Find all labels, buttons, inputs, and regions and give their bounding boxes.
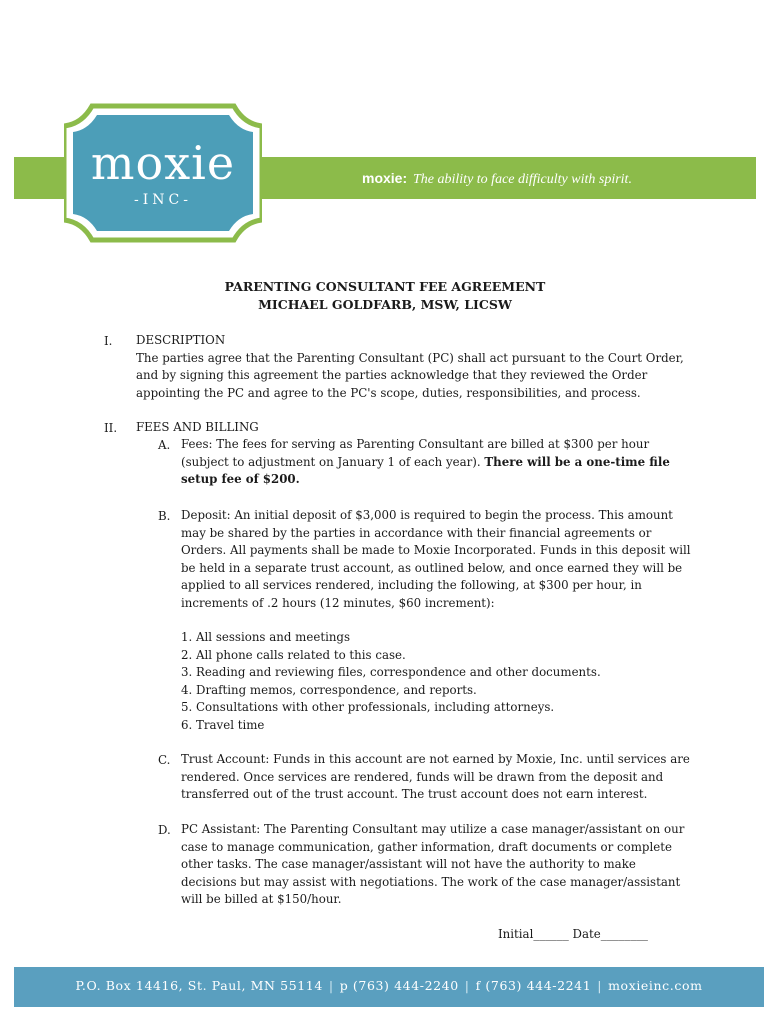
section-1-heading: DESCRIPTION xyxy=(136,333,226,347)
item-b-line: Orders. All payments shall be made to Moxie Incorporated. Funds in this deposit will xyxy=(181,543,691,558)
moxie-logo xyxy=(64,100,262,246)
section-1-line: appointing the PC and agree to the PC's scope, duties, responsibilities, and process. xyxy=(136,385,641,400)
item-b-line: be held in a separate trust account, as outlined below, and once earned they will be xyxy=(181,560,683,575)
item-c-trust-account xyxy=(181,751,690,804)
item-d-line: decisions but may assist with negotiations. The work of the case manager/assistant xyxy=(181,874,681,889)
item-c-letter: C. xyxy=(158,753,171,767)
tagline-brand: moxie: xyxy=(362,170,408,186)
item-a-bold-text: There will be a one-time file xyxy=(484,454,670,469)
list-item: 1. All sessions and meetings xyxy=(181,630,351,644)
item-b-line: Deposit: An initial deposit of $3,000 is required to begin the process. This amount xyxy=(181,508,673,522)
logo-wordmark: moxie xyxy=(90,136,236,190)
section-1 xyxy=(136,332,684,402)
logo-inc: -INC- xyxy=(134,192,192,208)
footer-band xyxy=(14,967,764,1007)
initials-date-line: Initial______ Date________ xyxy=(498,927,648,941)
section-1-line: The parties agree that the Parenting Consultant (PC) shall act pursuant to the Court Order, xyxy=(136,350,684,365)
item-a-fees xyxy=(181,436,670,489)
item-a-line: Fees: The fees for serving as Parenting Consultant are billed at $300 per hour xyxy=(181,437,650,451)
section-2-numeral: II. xyxy=(104,421,118,435)
item-d-letter: D. xyxy=(158,823,171,837)
item-d-line: case to manage communication, gather information, draft documents or complete xyxy=(181,839,672,854)
item-b-line: may be shared by the parties in accordance with their financial agreements or xyxy=(181,525,652,540)
list-item: 3. Reading and reviewing files, correspondence and other documents. xyxy=(181,665,601,680)
footer-phone: p (763) 444-2240 xyxy=(339,978,459,993)
footer-address: P.O. Box 14416, St. Paul, MN 55114 xyxy=(75,978,323,993)
item-a-line: setup fee of $200. xyxy=(181,472,300,487)
section-2-heading: FEES AND BILLING xyxy=(136,420,259,434)
footer-fax: f (763) 444-2241 xyxy=(475,978,592,993)
item-d-line: will be billed at $150/hour. xyxy=(181,892,342,907)
item-d-pc-assistant xyxy=(181,821,684,909)
item-a-letter: A. xyxy=(158,438,171,452)
item-c-line: transferred out of the trust account. The trust account does not earn interest. xyxy=(181,787,648,802)
item-b-deposit xyxy=(181,507,691,613)
document-title: PARENTING CONSULTANT FEE AGREEMENT xyxy=(224,279,546,294)
section-1-numeral: I. xyxy=(104,334,113,348)
item-c-line: rendered. Once services are rendered, funds will be drawn from the deposit and xyxy=(181,769,664,784)
item-b-line: applied to all services rendered, including the following, at $300 per hour, in xyxy=(181,578,642,593)
footer-separator: | xyxy=(597,978,603,993)
list-item: 4. Drafting memos, correspondence, and reports. xyxy=(181,682,477,697)
list-item: 6. Travel time xyxy=(181,717,265,732)
item-d-line: other tasks. The case manager/assistant will not have the authority to make xyxy=(181,857,636,872)
services-list xyxy=(181,629,601,735)
item-a-normal-text: (subject to adjustment on January 1 of each year). xyxy=(181,454,485,469)
footer-separator: | xyxy=(464,978,470,993)
item-b-line: increments of .2 hours (12 minutes, $60 increment): xyxy=(181,595,495,610)
item-b-letter: B. xyxy=(158,509,171,523)
footer-separator: | xyxy=(328,978,334,993)
footer-contact xyxy=(14,978,764,993)
item-c-line: Trust Account: Funds in this account are not earned by Moxie, Inc. until services are xyxy=(181,752,690,766)
list-item: 5. Consultations with other professionals, including attorneys. xyxy=(181,700,555,715)
header-tagline xyxy=(362,170,632,188)
item-d-line: PC Assistant: The Parenting Consultant may utilize a case manager/assistant on our xyxy=(181,822,685,836)
item-a-line xyxy=(181,454,670,472)
document-subtitle: MICHAEL GOLDFARB, MSW, LICSW xyxy=(258,297,512,312)
footer-website[interactable]: moxieinc.com xyxy=(608,978,703,993)
list-item: 2. All phone calls related to this case. xyxy=(181,647,406,662)
tagline-motto: The ability to face difficulty with spirit. xyxy=(413,172,632,187)
section-1-line: and by signing this agreement the parties acknowledge that they reviewed the Order xyxy=(136,368,648,383)
